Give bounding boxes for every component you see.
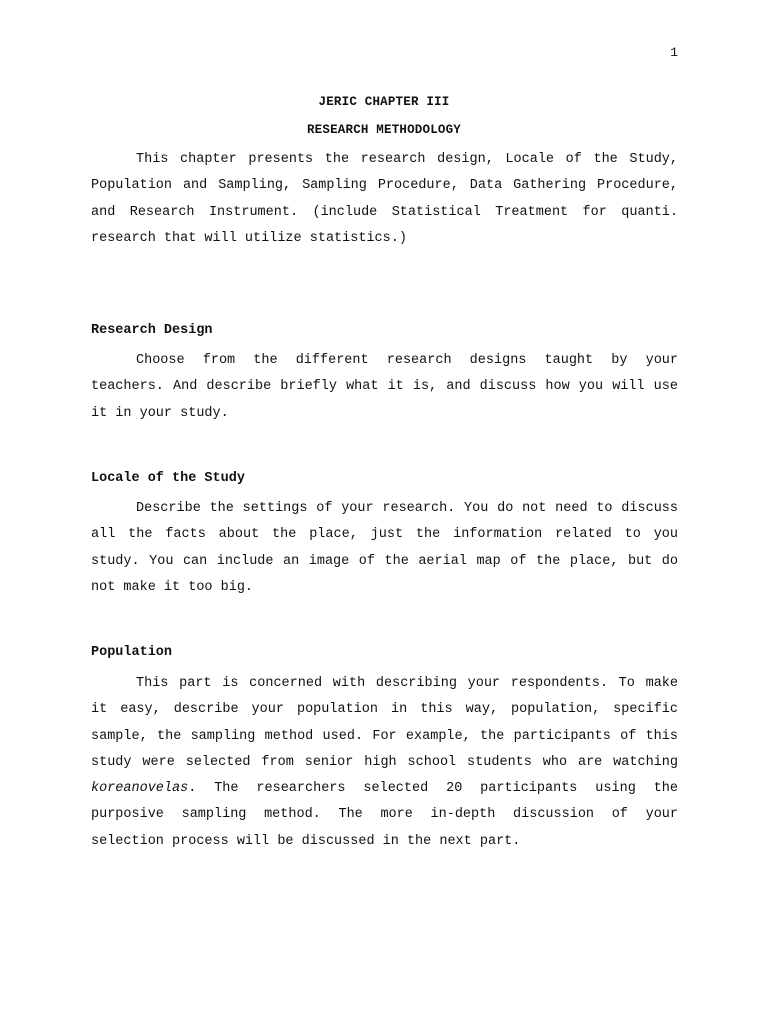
chapter-title: JERIC CHAPTER III <box>318 95 450 109</box>
heading-locale-of-study: Locale of the Study <box>91 471 245 486</box>
intro-paragraph: This chapter presents the research design, Locale of the Study, Population and Sampling, Sampling Procedure, Data Gathering Procedure, and Research Instrument. (include Statistical Treatment for quanti. research that will utilize statistics.) <box>91 152 678 246</box>
locale-paragraph: Describe the settings of your research. You do not need to discuss all the facts about the place, just the information related to you study. You can include an image of the aerial map of the place, but do not make it too big. <box>91 501 678 595</box>
page-number: 1 <box>670 45 678 60</box>
research-design-paragraph: Choose from the different research designs taught by your teachers. And describe briefly what it is, and discuss how you will use it in your study. <box>91 353 678 421</box>
population-paragraph <box>91 671 678 855</box>
population-text-part1: This part is concerned with describing your respondents. To make it easy, describe your population in this way, population, specific sample, the sampling method used. For example, the participants of this study were selected from senior high school students who are watching <box>91 676 678 770</box>
section-title: RESEARCH METHODOLOGY <box>306 123 462 137</box>
population-text-part2: . The researchers selected 20 participants using the purposive sampling method. The more in-depth discussion of your selection process will be discussed in the next part. <box>91 781 678 849</box>
heading-research-design: Research Design <box>91 323 213 338</box>
heading-population: Population <box>91 645 173 660</box>
population-italic-term: koreanovelas <box>91 781 189 797</box>
